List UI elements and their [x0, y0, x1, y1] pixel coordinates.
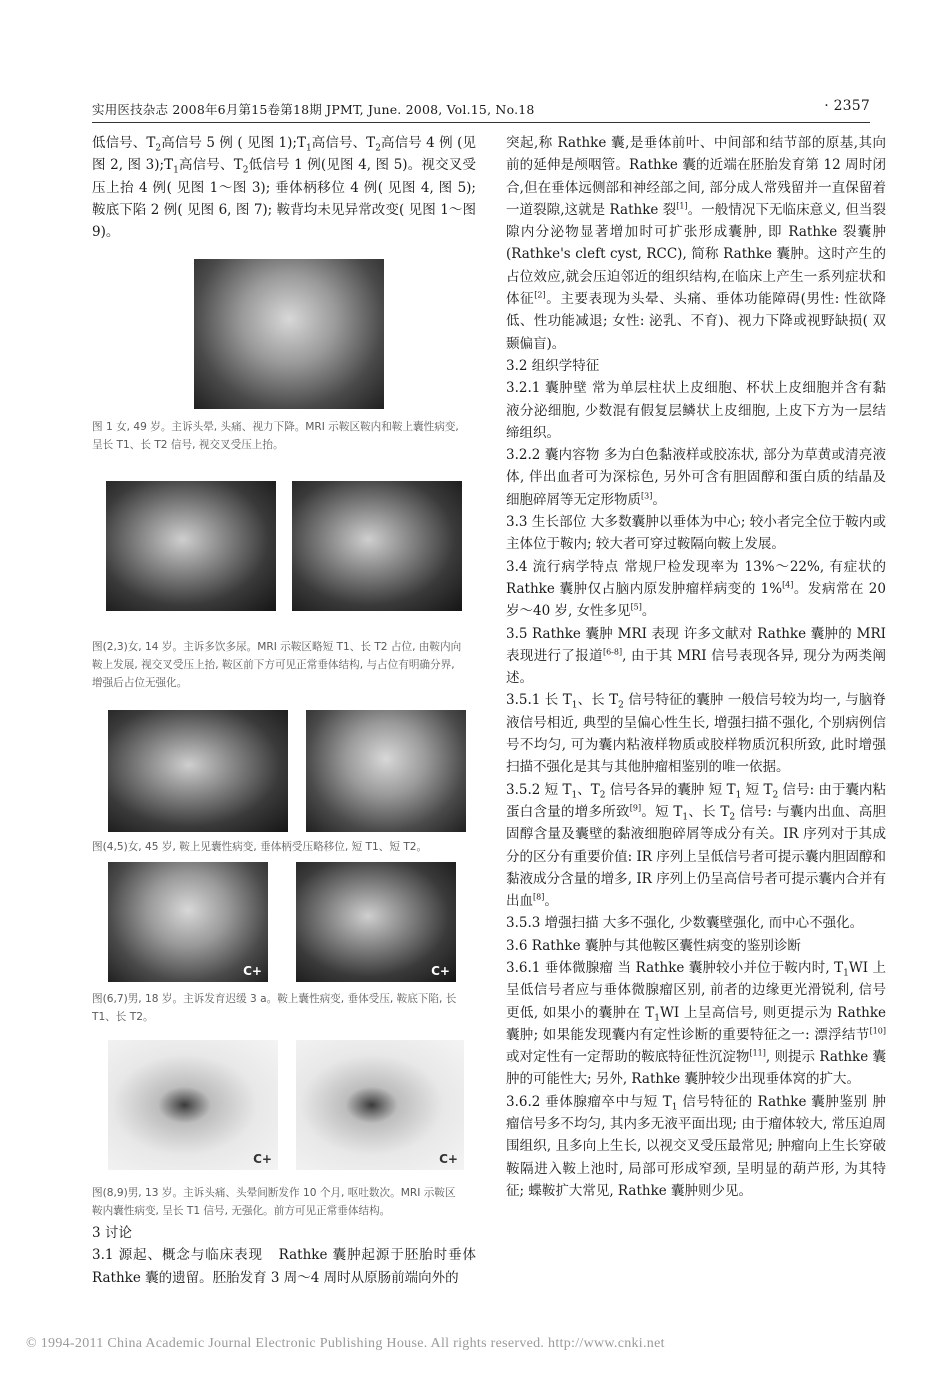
section-3-title: 3 讨论: [92, 1225, 132, 1241]
figure-8-image: [108, 1040, 278, 1170]
header-rule: [92, 122, 870, 123]
section-3-6-2-paragraph: 3.6.2 垂体腺瘤卒中与短 $T_1$ 信号特征的 Rathke 囊肿鉴别 肿瘤信号多不均匀, 其内多无液平面出现; 由于瘤体较大, 常压迫周围组织, 且多向上生长, 以视交叉受压最常见; 肿瘤向上生长穿破鞍隔进入鞍上池时, 局部可形成窄颈, 呈明显的葫芦形, 为其特征; 蝶鞍扩大常见, Rathke 囊肿则少见。: [506, 1093, 887, 1199]
citation: [3]: [641, 491, 653, 501]
figure-1-caption: 图 1 女, 49 岁。主诉头晕, 头痛、视力下降。MRI 示鞍区鞍内和鞍上囊性病变, 呈长 T1、长 T2 信号, 视交叉受压上抬。: [92, 421, 459, 451]
citation: [6-8]: [602, 647, 623, 657]
section-3-6-1-paragraph: 3.6.1 垂体微腺瘤 当 Rathke 囊肿较小并位于鞍内时, $T_1WI$ 上呈低信号者应与垂体微腺瘤区别, 前者的边缘更光滑锐利, 信号更低, 如果小的囊肿在 $T_1WI$ 上呈高信号, 则更提示为 Rathke 囊肿; 如果能发现囊内有定性诊断的重要特征之一: 漂浮结节[10]或对定性有一定帮助的鞍底特征性沉淀物[11], 则提示 Rathke 囊肿的可能性大; 另外, Rathke 囊肿较少出现垂体窝的扩大。: [506, 959, 887, 1088]
contrast-label: C+: [243, 964, 262, 978]
left-column-intro: [92, 132, 476, 243]
figure-2-3-caption: 图(2,3)女, 14 岁。主诉多饮多尿。MRI 示鞍区略短 T1、长 T2 占位, 由鞍内向鞍上发展, 视交叉受压上抬, 鞍区前下方可见正常垂体结构, 与占位有明确分界, 增强后占位无强化。: [92, 641, 462, 689]
section-3-3-paragraph: 3.3 生长部位 大多数囊肿以垂体为中心; 较小者完全位于鞍内或主体位于鞍内; 较大者可穿过鞍隔向鞍上发展。: [506, 514, 886, 553]
citation: [5]: [630, 602, 642, 612]
results-paragraph: 低信号、$T_2$高信号 5 例 ( 见图 $1);T_1$高信号、$T_2$高信号 4 例 (见图 2, 图 $3);T_1$高信号、$T_2$低信号 1 例(见图 4, 图 5)。视交叉受压上抬 4 例( 见图 1～图 3); 垂体柄移位 4 例( 见图 4, 图 5); 鞍底下陷 2 例( 见图 6, 图 7); 鞍背均未见异常改变( 见图 1～图 9)。: [92, 135, 476, 241]
figure-5-image: [306, 710, 466, 832]
citation: [10]: [869, 1026, 886, 1036]
right-column: [506, 132, 886, 1202]
section-3-1-heading: 3.1 源起、概念与临床表现: [92, 1247, 263, 1264]
section-3-1-paragraph: 3.1 源起、概念与临床表现 Rathke 囊肿起源于胚胎时垂体 Rathke 囊的遗留。胚胎发育 3 周～4 周时从原肠前端向外的: [92, 1247, 476, 1286]
figure-3-image: [292, 481, 462, 611]
section-3-5-3-paragraph: 3.5.3 增强扫描 大多不强化, 少数囊壁强化, 而中心不强化。: [506, 915, 864, 932]
copyright-footer: © 1994-2011 China Academic Journal Electronic Publishing House. All rights reserved. http://www.cnki.net: [26, 1336, 665, 1351]
contrast-label: C+: [431, 964, 450, 978]
citation: [1]: [676, 201, 688, 211]
figure-6-image: [108, 862, 268, 982]
figure-8-9-caption: 图(8,9)男, 13 岁。主诉头痛、头晕间断发作 10 个月, 呕吐数次。MRI 示鞍区鞍内囊性病变, 呈长 T1 信号, 无强化。前方可见正常垂体结构。: [92, 1187, 456, 1217]
section-3-5-paragraph: 3.5 Rathke 囊肿 MRI 表现 许多文献对 Rathke 囊肿的 MRI 表现进行了报道[6-8], 由于其 MRI 信号表现各异, 现分为两类阐述。: [506, 625, 886, 687]
origin-paragraph: 突起,称 Rathke 囊,是垂体前叶、中间部和结节部的原基,其向前的延伸是颅咽管。Rathke 囊的近端在胚胎发育第 12 周时闭合,但在垂体远侧部和神经部之间, 部分成人常残留并一直保留着一道裂隙,这就是 Rathke 裂[1]。一般情况下无临床意义, 但当裂隙内分泌物显著增加时可扩张形成囊肿, 即 Rathke 裂囊肿(Rathke's cleft cyst, RCC), 简称 Rathke 囊肿。这时产生的占位效应,就会压迫邻近的组织结构,在临床上产生一系列症状和体征[2]。主要表现为头晕、头痛、垂体功能障碍(男性: 性欲降低、性功能减退; 女性: 泌乳、不育)、视力下降或视野缺损( 双颞偏盲)。: [506, 135, 887, 352]
journal-info: 实用医技杂志 2008年6月第15卷第18期 JPMT, June. 2008, Vol.15, No.18: [92, 102, 535, 117]
running-header: [92, 100, 870, 118]
page-number: · 2357: [824, 98, 870, 114]
contrast-label: C+: [439, 1152, 458, 1166]
figure-2-image: [106, 481, 276, 611]
citation: [9]: [629, 803, 642, 813]
citation: [2]: [534, 290, 546, 300]
citation: [8]: [533, 892, 545, 902]
section-3-4-paragraph: 3.4 流行病学特点 常规尸检发现率为 13%～22%, 有症状的 Rathke 囊肿仅占脑内原发肿瘤样病变的 1%[4]。发病常在 20 岁～40 岁, 女性多见[5]。: [506, 558, 886, 620]
figure-6-7-caption: 图(6,7)男, 18 岁。主诉发育迟缓 3 a。鞍上囊性病变, 垂体受压, 鞍底下陷, 长 T1、长 T2。: [92, 993, 457, 1023]
citation: [4]: [782, 580, 794, 590]
section-3-2-1-paragraph: 3.2.1 囊肿壁 常为单层柱状上皮细胞、杯状上皮细胞并含有黏液分泌细胞, 少数混有假复层鳞状上皮细胞, 上皮下方为一层结缔组织。: [506, 380, 886, 441]
figure-4-image: [108, 710, 288, 832]
section-3-2-2-paragraph: 3.2.2 囊内容物 多为白色黏液样或胶冻状, 部分为草黄或清亮液体, 伴出血者可为深棕色, 另外可含有胆固醇和蛋白质的结晶及细胞碎屑等无定形物质[3]。: [506, 447, 886, 508]
figure-9-image: [296, 1040, 464, 1170]
contrast-label: C+: [253, 1152, 272, 1166]
section-3-5-2-paragraph: 3.5.2 短 $T_1$、$T_2$ 信号各异的囊肿 短 $T_1$ 短 $T_2$ 信号: 由于囊内粘蛋白含量的增多所致[9]。短 $T_1$、长 $T_2$ 信号: 与囊内出血、高胆固醇含量及囊壁的黏液细胞碎屑等成分有关。IR 序列对于其成分的区分有重要价值: IR 序列上呈低信号者可提示囊内胆固醇和黏液成分含量的增多, IR 序列上仍呈高信号者可提示囊内合并有出血[8]。: [506, 781, 887, 910]
section-3-2-heading: 3.2 组织学特征: [506, 357, 600, 374]
left-column-discussion: [92, 1222, 476, 1289]
figure-7-image: [296, 862, 456, 982]
citation: [11]: [749, 1048, 766, 1058]
section-3-5-1-paragraph: 3.5.1 长 $T_1$、长 $T_2$ 信号特征的囊肿 一般信号较为均一, 与脑脊液信号相近, 典型的呈偏心性生长, 增强扫描不强化, 个别病例信号不均匀, 可为囊内粘液样物质或胶样物质沉积所致, 此时增强扫描不强化是其与其他肿瘤相鉴别的唯一依据。: [506, 692, 886, 776]
figure-4-5-caption: 图(4,5)女, 45 岁, 鞍上见囊性病变, 垂体柄受压略移位, 短 T1、短 T2。: [92, 841, 428, 853]
section-3-6-heading: 3.6 Rathke 囊肿与其他鞍区囊性病变的鉴别诊断: [506, 937, 801, 954]
figure-1-image: [194, 259, 384, 409]
